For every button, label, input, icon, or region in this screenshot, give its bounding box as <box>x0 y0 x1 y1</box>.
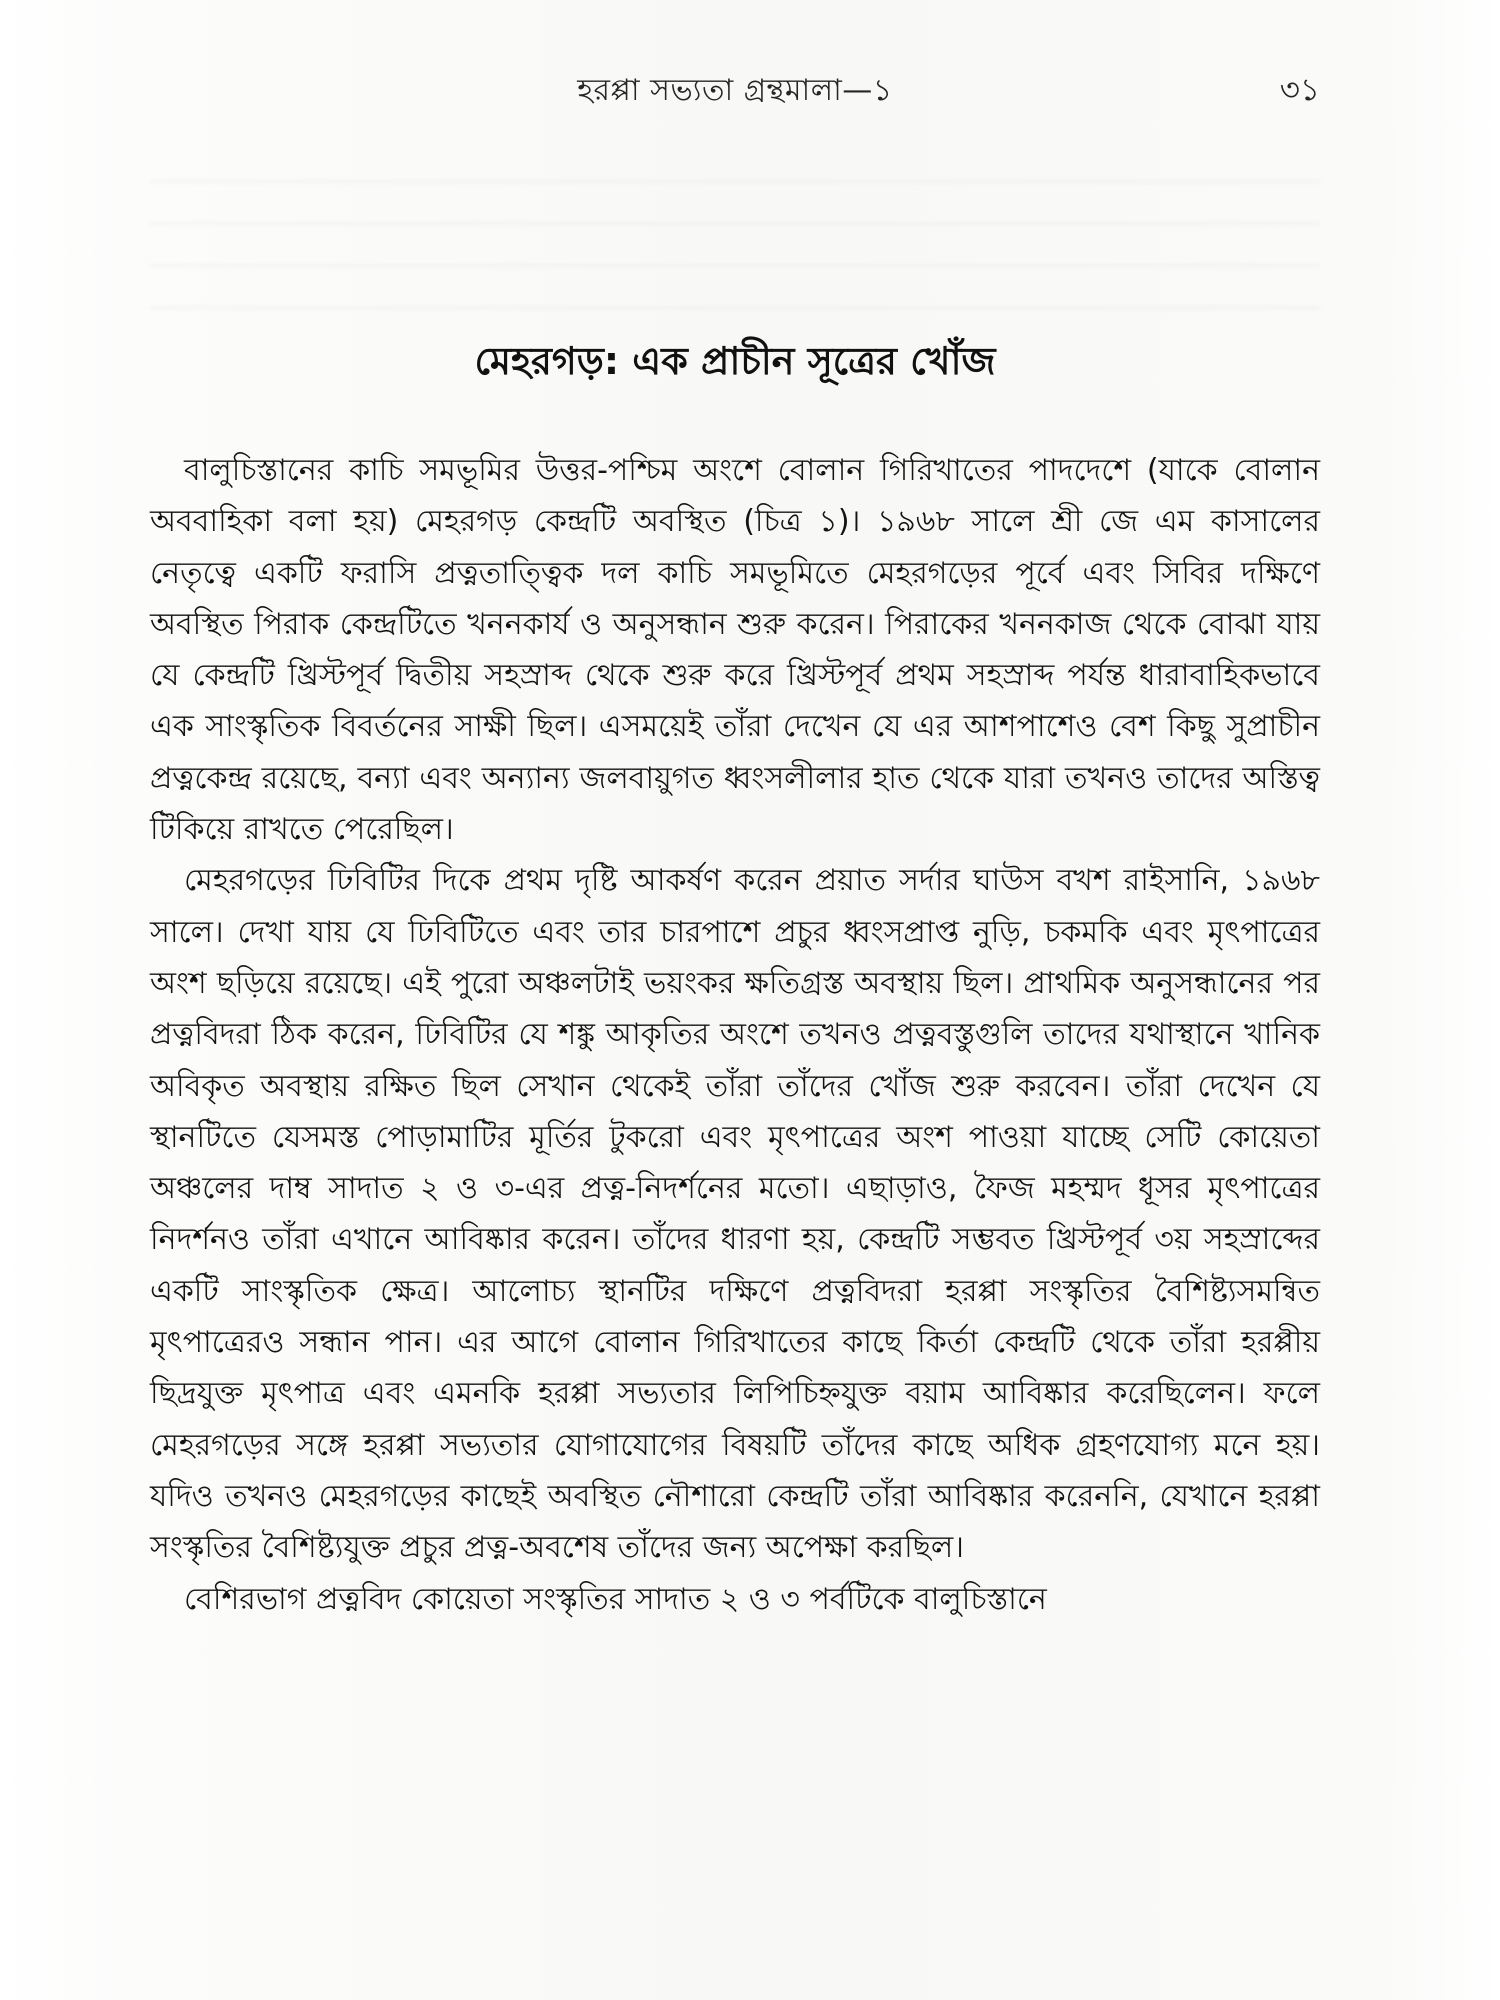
show-through-text <box>150 155 1320 325</box>
paragraph-3: বেশিরভাগ প্রত্নবিদ কোয়েতা সংস্কৃতির সাদাত ২ ও ৩ পর্বটিকে বালুচিস্তানে <box>184 1581 1047 1617</box>
running-title: হরপ্পা সভ্যতা গ্রন্থমালা—১ <box>577 73 893 108</box>
paragraph-1: বালুচিস্তানের কাচি সমভূমির উত্তর-পশ্চিম অংশে বোলান গিরিখাতের পাদদেশে (যাকে বোলান অববাহিকা বলা হয়) মেহরগড় কেন্দ্রটি অবস্থিত (চিত্র ১)। ১৯৬৮ সালে শ্রী জে এম কাসালের নেতৃত্বে একটি ফরাসি প্রত্নতাত্ত্বিক দল কাচি সমভূমিতে মেহরগড়ের পূর্বে এবং সিবির দক্ষিণে অবস্থিত পিরাক কেন্দ্রটিতে খননকার্য ও অনুসন্ধান শুরু করেন। পিরাকের খননকাজ থেকে বোঝা যায় যে কেন্দ্রটি খ্রিস্টপূর্ব দ্বিতীয় সহস্রাব্দ থেকে শুরু করে খ্রিস্টপূর্ব প্রথম সহস্রাব্দ পর্যন্ত ধারাবাহিকভাবে এক সাংস্কৃতিক বিবর্তনের সাক্ষী ছিল। এসময়েই তাঁরা দেখেন যে এর আশপাশেও বেশ কিছু সুপ্রাচীন প্রত্নকেন্দ্র রয়েছে, বন্যা এবং অন্যান্য জলবায়ুগত ধ্বংসলীলার হাত থেকে যারা তখনও তাদের অস্তিত্ব টিকিয়ে রাখতে পেরেছিল। <box>150 453 1320 848</box>
body-text <box>150 445 1320 1625</box>
paragraph-2: মেহরগড়ের ঢিবিটির দিকে প্রথম দৃষ্টি আকর্ষণ করেন প্রয়াত সর্দার ঘাউস বখশ রাইসানি, ১৯৬৮ সালে। দেখা যায় যে ঢিবিটিতে এবং তার চারপাশে প্রচুর ধ্বংসপ্রাপ্ত নুড়ি, চকমকি এবং মৃৎপাত্রের অংশ ছড়িয়ে রয়েছে। এই পুরো অঞ্চলটাই ভয়ংকর ক্ষতিগ্রস্ত অবস্থায় ছিল। প্রাথমিক অনুসন্ধানের পর প্রত্নবিদরা ঠিক করেন, ঢিবিটির যে শঙ্কু আকৃতির অংশে তখনও প্রত্নবস্তুগুলি তাদের যথাস্থানে খানিক অবিকৃত অবস্থায় রক্ষিত ছিল সেখান থেকেই তাঁরা তাঁদের খোঁজ শুরু করবেন। তাঁরা দেখেন যে স্থানটিতে যেসমস্ত পোড়ামাটির মূর্তির টুকরো এবং মৃৎপাত্রের অংশ পাওয়া যাচ্ছে সেটি কোয়েতা অঞ্চলের দাম্ব সাদাত ২ ও ৩-এর প্রত্ন-নিদর্শনের মতো। এছাড়াও, ফৈজ মহম্মদ ধূসর মৃৎপাত্রের নিদর্শনও তাঁরা এখানে আবিষ্কার করেন। তাঁদের ধারণা হয়, কেন্দ্রটি সম্ভবত খ্রিস্টপূর্ব ৩য় সহস্রাব্দের একটি সাংস্কৃতিক ক্ষেত্র। আলোচ্য স্থানটির দক্ষিণে প্রত্নবিদরা হরপ্পা সংস্কৃতির বৈশিষ্ট্যসমন্বিত মৃৎপাত্রেরও সন্ধান পান। এর আগে বোলান গিরিখাতের কাছে কির্তা কেন্দ্রটি থেকে তাঁরা হরপ্পীয় ছিদ্রযুক্ত মৃৎপাত্র এবং এমনকি হরপ্পা সভ্যতার লিপিচিহ্নযুক্ত বয়াম আবিষ্কার করেছিলেন। ফলে মেহরগড়ের সঙ্গে হরপ্পা সভ্যতার যোগাযোগের বিষয়টি তাঁদের কাছে অধিক গ্রহণযোগ্য মনে হয়। যদিও তখনও মেহরগড়ের কাছেই অবস্থিত নৌশারো কেন্দ্রটি তাঁরা আবিষ্কার করেননি, যেখানে হরপ্পা সংস্কৃতির বৈশিষ্ট্যযুক্ত প্রচুর প্রত্ন-অবশেষ তাঁদের জন্য অপেক্ষা করছিল। <box>150 863 1320 1566</box>
page-number: ৩১ <box>1279 72 1320 108</box>
page-header <box>150 58 1320 118</box>
chapter-title: মেহরগড়: এক প্রাচীন সূত্রের খোঁজ <box>474 339 996 383</box>
